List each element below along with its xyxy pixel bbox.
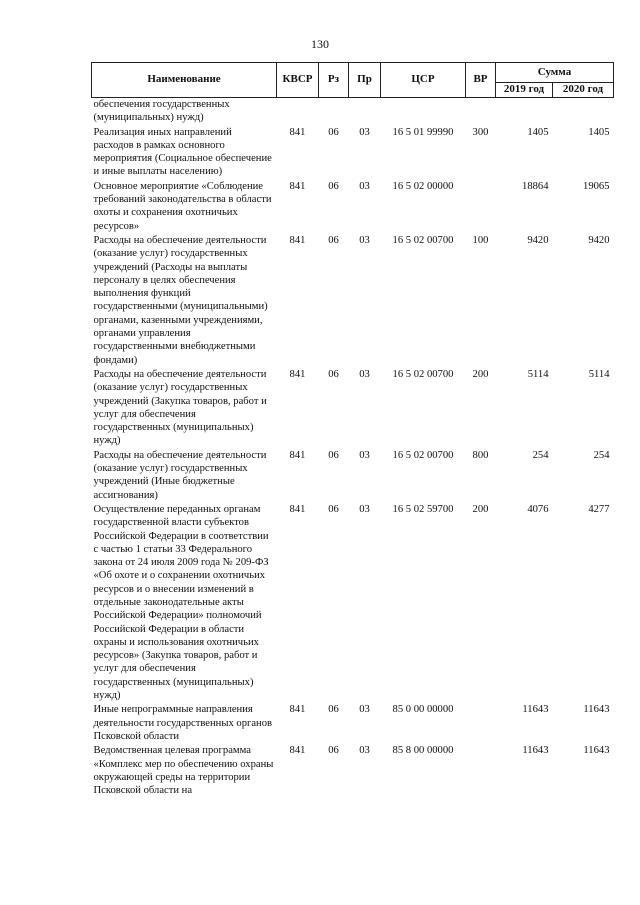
cell-csr: 16 5 02 00700 <box>392 368 454 380</box>
cell-sum-2020: 4277 <box>588 503 610 515</box>
cell-rz: 06 <box>328 704 339 716</box>
cell-vr <box>466 98 496 126</box>
cell-rz: 06 <box>328 368 339 380</box>
cell-kvsr: 841 <box>289 368 306 380</box>
cell-sum-2020: 1405 <box>588 126 610 138</box>
cell-name: Ведомственная целевая программа «Комплекс мер по обеспечению охраны окружающей среды на территории Псковской области на <box>93 745 274 797</box>
cell-name: обеспечения государственных (муниципальных) нужд) <box>93 99 230 124</box>
table-row <box>92 368 614 449</box>
cell-kvsr: 841 <box>289 234 306 246</box>
cell-rz <box>319 98 349 126</box>
cell-sum-2020: 5114 <box>588 368 610 380</box>
cell-kvsr: 841 <box>289 180 306 192</box>
cell-name: Расходы на обеспечение деятельности (оказание услуг) государственных учреждений (Иные бюджетные ассигнования) <box>93 449 267 501</box>
cell-sum-2020 <box>553 98 614 126</box>
cell-csr: 16 5 02 00700 <box>392 449 454 461</box>
table-body <box>92 98 614 799</box>
cell-sum-2019: 4076 <box>527 503 549 515</box>
cell-pr: 03 <box>359 368 370 380</box>
cell-pr: 03 <box>359 126 370 138</box>
header-kvsr: КВСР <box>277 63 319 98</box>
cell-sum-2019: 5114 <box>527 368 549 380</box>
cell-pr: 03 <box>359 503 370 515</box>
cell-kvsr: 841 <box>289 449 306 461</box>
table-row <box>92 98 614 126</box>
cell-kvsr: 841 <box>289 503 306 515</box>
table-row <box>92 180 614 234</box>
table-row <box>92 503 614 703</box>
header-year-2019: 2019 год <box>496 83 553 98</box>
cell-pr: 03 <box>359 449 370 461</box>
table-row <box>92 703 614 744</box>
cell-name: Реализация иных направлений расходов в рамках основного мероприятия (Социальное обеспечение и иные выплаты населению) <box>93 126 272 178</box>
cell-sum-2020: 9420 <box>588 234 610 246</box>
header-vr: ВР <box>466 63 496 98</box>
cell-rz: 06 <box>328 449 339 461</box>
budget-table <box>91 62 614 798</box>
cell-kvsr: 841 <box>289 745 306 757</box>
cell-sum-2020: 11643 <box>583 704 610 716</box>
cell-sum-2019: 18864 <box>522 180 549 192</box>
cell-vr <box>466 703 496 744</box>
header-rz: Рз <box>319 63 349 98</box>
cell-kvsr <box>277 98 319 126</box>
cell-sum-2020: 254 <box>593 449 610 461</box>
header-pr: Пр <box>349 63 381 98</box>
cell-csr: 16 5 02 00700 <box>392 234 454 246</box>
cell-vr: 300 <box>472 126 489 138</box>
cell-csr: 16 5 01 99990 <box>392 126 454 138</box>
page-number: 130 <box>311 37 329 51</box>
cell-name: Расходы на обеспечение деятельности (оказание услуг) государственных учреждений (Закупка товаров, работ и услуг для обеспечения государственных (муниципальных) нужд) <box>93 368 267 447</box>
cell-vr: 800 <box>472 449 489 461</box>
header-sum: Сумма <box>496 63 614 83</box>
cell-pr: 03 <box>359 704 370 716</box>
cell-sum-2019 <box>496 98 553 126</box>
cell-name: Иные непрограммные направления деятельности государственных органов Псковской области <box>93 704 273 742</box>
cell-rz: 06 <box>328 503 339 515</box>
table-row <box>92 234 614 368</box>
cell-name: Осуществление переданных органам государственной власти субъектов Российской Федерации в соответствии с частью 1 статьи 33 Федерального закона от 24 июля 2009 года № 209-ФЗ «Об охоте и о сохранении охотничьих ресурсов и о внесении изменений в отдельные законодательные акты Российской Федерации» полномочий Российской Федерации в области охраны и использования охотничьих ресурсов» (Закупка товаров, работ и услуг для обеспечения государственных (муниципальных) нужд) <box>93 503 269 702</box>
cell-vr <box>466 744 496 798</box>
cell-vr: 200 <box>472 368 489 380</box>
cell-sum-2020: 11643 <box>583 745 610 757</box>
cell-rz: 06 <box>328 234 339 246</box>
cell-sum-2019: 11643 <box>522 745 549 757</box>
cell-csr: 85 8 00 00000 <box>392 745 454 757</box>
cell-rz: 06 <box>328 745 339 757</box>
cell-sum-2019: 1405 <box>527 126 549 138</box>
cell-csr <box>381 98 466 126</box>
cell-rz: 06 <box>328 126 339 138</box>
cell-csr: 16 5 02 00000 <box>392 180 454 192</box>
table-row <box>92 744 614 798</box>
table-row <box>92 126 614 180</box>
cell-sum-2019: 9420 <box>527 234 549 246</box>
cell-name: Основное мероприятие «Соблюдение требований законодательства в области охоты и сохранения охотничьих ресурсов» <box>93 180 272 232</box>
cell-sum-2019: 254 <box>532 449 549 461</box>
table-row <box>92 449 614 503</box>
cell-name: Расходы на обеспечение деятельности (оказание услуг) государственных учреждений (Расходы на выплаты персоналу в целях обеспечения выполнения функций государственными (муниципальными) органами, казенными учреждениями, органами управления государственными внебюджетными фондами) <box>93 234 268 366</box>
cell-pr <box>349 98 381 126</box>
cell-kvsr: 841 <box>289 126 306 138</box>
header-csr: ЦСР <box>381 63 466 98</box>
cell-vr <box>466 180 496 234</box>
cell-csr: 16 5 02 59700 <box>392 503 454 515</box>
cell-sum-2020: 19065 <box>583 180 610 192</box>
cell-pr: 03 <box>359 180 370 192</box>
cell-pr: 03 <box>359 745 370 757</box>
cell-kvsr: 841 <box>289 704 306 716</box>
cell-vr: 200 <box>472 503 489 515</box>
cell-vr: 100 <box>472 234 489 246</box>
header-year-2020: 2020 год <box>553 83 614 98</box>
cell-sum-2019: 11643 <box>522 704 549 716</box>
cell-csr: 85 0 00 00000 <box>392 704 454 716</box>
header-name: Наименование <box>92 63 277 98</box>
cell-pr: 03 <box>359 234 370 246</box>
cell-rz: 06 <box>328 180 339 192</box>
